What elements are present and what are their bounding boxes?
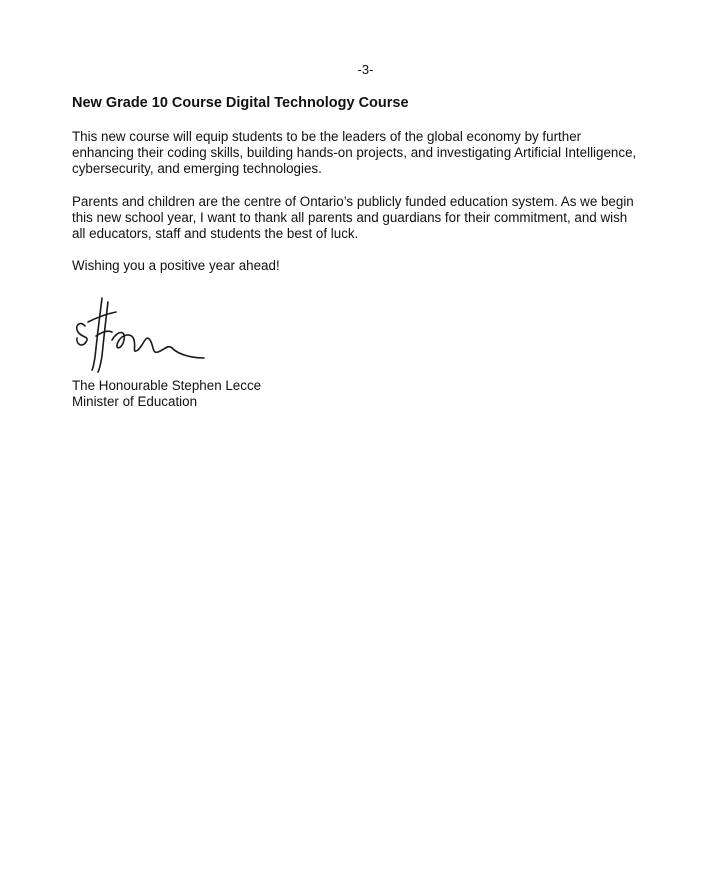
signer-name: The Honourable Stephen Lecce [72,378,262,393]
handwritten-signature [72,296,212,376]
letter-body [72,94,672,274]
paragraph-line: This new course will equip students to be the leaders of the global economy by further [72,129,582,144]
paragraph-line: Parents and children are the centre of Ontario’s publicly funded education system. As we begin [72,193,634,209]
paragraph-line: all educators, staff and students the best of luck. [72,226,359,242]
closing-line: Wishing you a positive year ahead! [72,258,280,274]
signer-title: Minister of Education [72,394,198,410]
paragraph-line: this new school year, I want to thank all parents and guardians for their commitment, and wish [72,209,628,225]
paragraph-thanks [72,194,672,243]
section-heading: New Grade 10 Course Digital Technology Course [72,95,409,111]
paragraph-line: enhancing their coding skills, building hands-on projects, and investigating Artificial Intelligence, [72,145,637,161]
paragraph-course-description [72,129,672,178]
paragraph-line: cybersecurity, and emerging technologies. [72,161,322,177]
signer-block [72,378,261,410]
page-number: -3- [357,62,374,77]
